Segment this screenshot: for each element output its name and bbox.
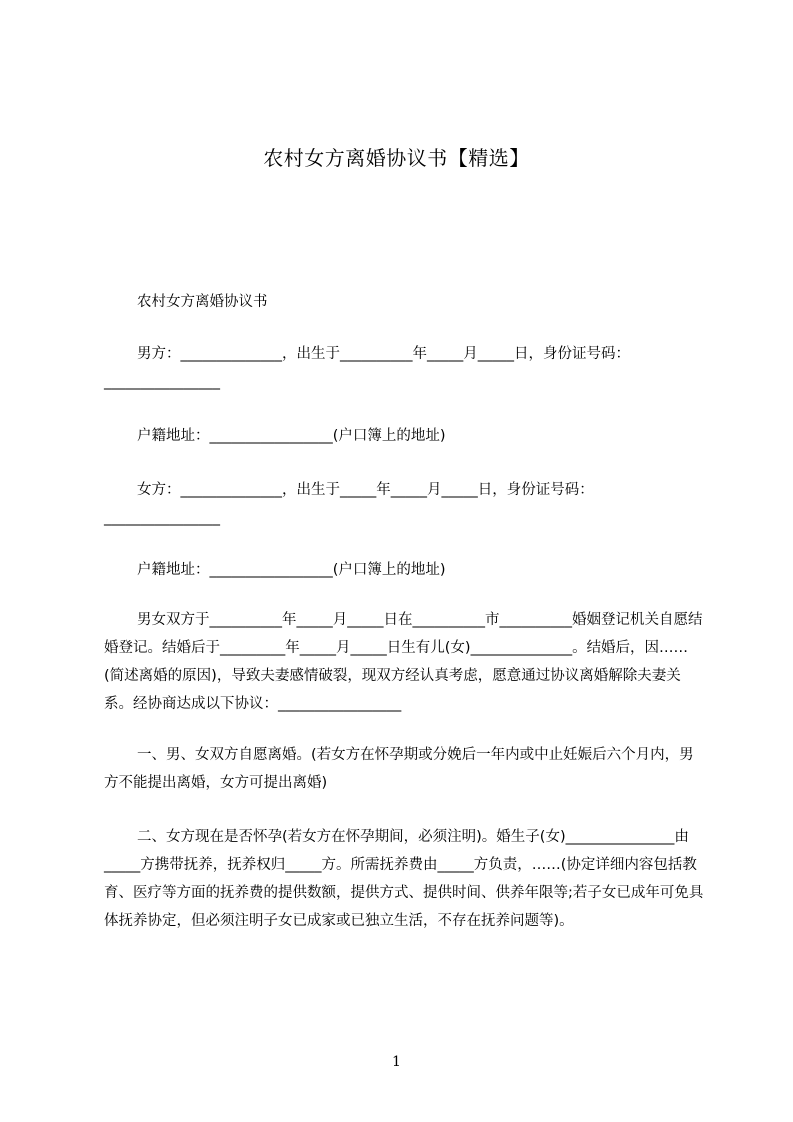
male-address-paragraph: 户籍地址：_________________(户口簿上的地址) <box>137 428 446 444</box>
page-number: 1 <box>392 1054 401 1070</box>
document-title: 农村女方离婚协议书【精选】 <box>263 146 530 170</box>
female-info-paragraph: 女方：______________，出生于_____年_____月_____日，身份证号码：________________ <box>104 482 594 526</box>
male-info-paragraph: 男方：______________，出生于__________年_____月_____日，身份证号码：________________ <box>104 346 630 390</box>
document-subtitle: 农村女方离婚协议书 <box>137 294 268 310</box>
clause-2-paragraph: 二、女方现在是否怀孕(若女方在怀孕期间，必须注明)。婚生子(女)_______________由_____方携带抚养，抚养权归_____方。所需抚养费由_____方负责，……(协定详细内容包括教育、医疗等方面的抚养费的提供数额，提供方式、提供时间、供养年限等;若子女已成年可免具体抚养协定，但必须注明子女已成家或已独立生活，不存在抚养问题等)。 <box>104 829 704 929</box>
clause-1-paragraph: 一、男、女双方自愿离婚。(若女方在怀孕期或分娩后一年内或中止妊娠后六个月内，男方不能提出离婚，女方可提出离婚) <box>104 747 694 791</box>
marriage-statement-paragraph: 男女双方于__________年_____月_____日在__________市__________婚姻登记机关自愿结婚登记。结婚后于_________年_____月_____日生有儿(女)______________。结婚后，因……(简述离婚的原因)，导致夫妻感情破裂，现双方经认真考虑，愿意通过协议离婚解除夫妻关系。经协商达成以下协议：_________________ <box>104 612 703 712</box>
female-address-paragraph: 户籍地址：_________________(户口簿上的地址) <box>137 562 446 578</box>
